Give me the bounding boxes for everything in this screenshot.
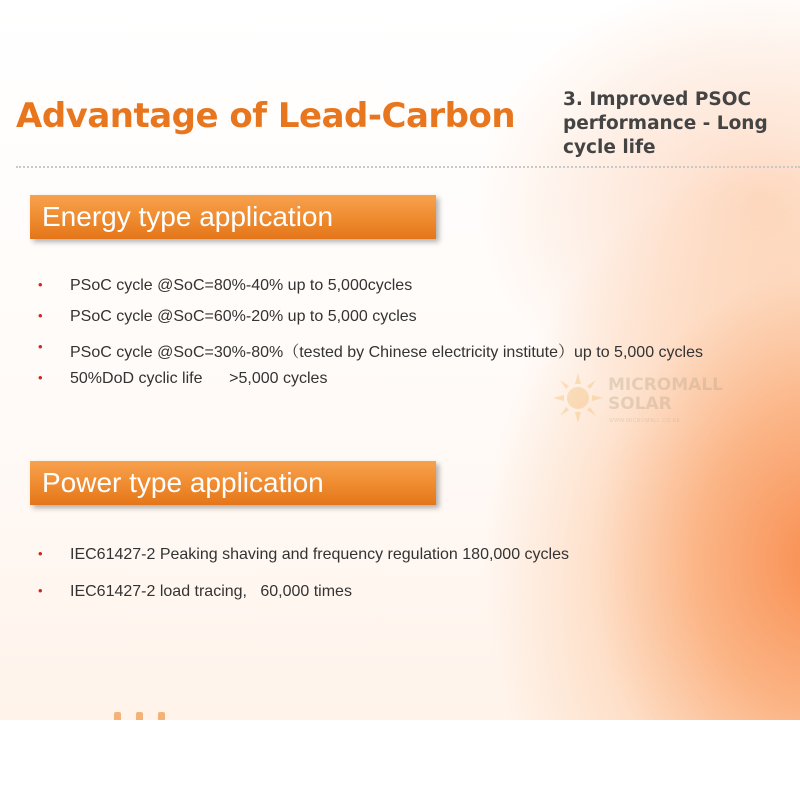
- bullet-icon: •: [38, 546, 43, 561]
- list-item-text: PSoC cycle @SoC=80%-40% up to 5,000cycles: [70, 277, 413, 294]
- watermark-logo: [552, 372, 732, 432]
- energy-section-header: [30, 195, 436, 239]
- power-section-header: [30, 461, 436, 505]
- energy-section-heading: Energy type application: [42, 201, 334, 232]
- list-item-text: IEC61427-2 Peaking shaving and frequency regulation 180,000 cycles: [70, 546, 569, 563]
- sun-logo-icon: [552, 372, 604, 424]
- power-list: [38, 546, 569, 620]
- list-item: [38, 308, 703, 339]
- list-item-text: IEC61427-2 load tracing, 60,000 times: [70, 583, 352, 600]
- slide-subtitle: 3. Improved PSOC performance - Long cycle life: [563, 89, 768, 158]
- watermark-line2: SOLAR: [608, 394, 672, 414]
- list-item: [38, 546, 569, 583]
- cropped-marks: [114, 712, 184, 720]
- watermark-line1: MICROMALL: [608, 375, 723, 395]
- list-item: [38, 339, 703, 370]
- list-item-text: 50%DoD cyclic life >5,000 cycles: [70, 370, 328, 387]
- bullet-icon: •: [38, 339, 43, 354]
- bullet-icon: •: [38, 583, 43, 598]
- title-divider: [16, 166, 800, 168]
- slide-title: Advantage of Lead-Carbon: [16, 96, 516, 136]
- bullet-icon: •: [38, 370, 43, 385]
- list-item-text: PSoC cycle @SoC=60%-20% up to 5,000 cycles: [70, 308, 417, 325]
- bullet-icon: •: [38, 308, 43, 323]
- bullet-icon: •: [38, 277, 43, 292]
- watermark-url: WWW.MICROMALL.CO.KE: [609, 418, 681, 424]
- list-item-text: PSoC cycle @SoC=30%-80%（tested by Chinese electricity institute）up to 5,000 cycles: [70, 344, 703, 361]
- list-item: [38, 277, 703, 308]
- list-item: [38, 583, 569, 620]
- power-section-heading: Power type application: [42, 467, 324, 498]
